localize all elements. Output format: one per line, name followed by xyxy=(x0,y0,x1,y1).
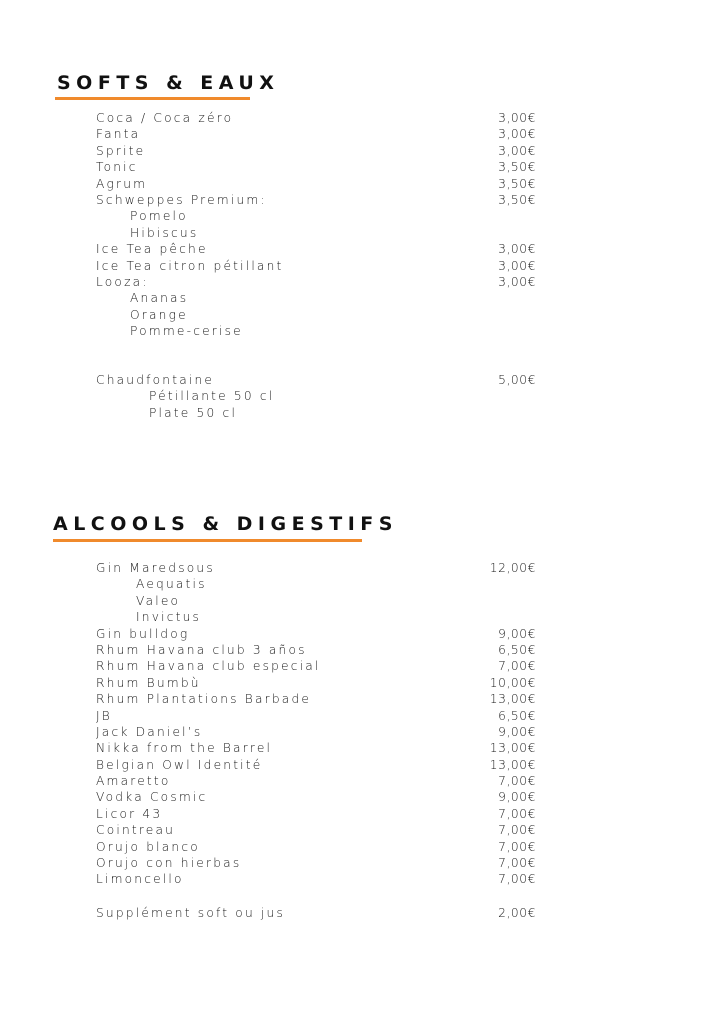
list-item: Rhum Havana club 3 años 6,50€ xyxy=(96,642,536,657)
list-subitem: Plate 50 cl xyxy=(149,405,238,420)
supplement-line xyxy=(96,905,536,921)
list-item: Rhum Havana club especial 7,00€ xyxy=(96,659,536,674)
list-item: Chaudfontaine 5,00€ xyxy=(96,373,536,387)
list-item: Rhum Bumbù 10,00€ xyxy=(96,675,536,690)
list-item: Jack Daniel’s 9,00€ xyxy=(96,724,536,739)
list-subitem: Aequatis xyxy=(136,577,207,592)
list-item: Fanta 3,00€ xyxy=(96,127,536,142)
list-subitem: Pomelo xyxy=(130,209,188,224)
list-subitem: Invictus xyxy=(136,610,202,625)
list-item: Gin bulldog 9,00€ xyxy=(96,626,536,641)
list-item: Gin Maredsous 12,00€ xyxy=(96,561,536,575)
softs-list xyxy=(96,110,536,339)
section-underline-softs xyxy=(55,97,250,100)
list-item: Schweppes Premium: 3,50€ xyxy=(96,192,536,207)
list-item: Ice Tea citron pétillant 3,00€ xyxy=(96,258,536,273)
list-item: Licor 43 7,00€ xyxy=(96,806,536,821)
list-item: Sprite 3,00€ xyxy=(96,143,536,158)
list-subitem: Orange xyxy=(130,307,188,322)
alcools-list xyxy=(96,560,536,888)
list-item: Looza: 3,00€ xyxy=(96,274,536,289)
list-item: Vodka Cosmic 9,00€ xyxy=(96,790,536,805)
list-item: Ice Tea pêche 3,00€ xyxy=(96,242,536,257)
list-item: Nikka from the Barrel 13,00€ xyxy=(96,741,536,756)
section-title-softs: SOFTS & EAUX xyxy=(57,72,280,94)
list-item: Coca / Coca zéro 3,00€ xyxy=(96,111,536,125)
list-subitem: Pétillante 50 cl xyxy=(149,389,275,404)
list-item: Orujo con hierbas 7,00€ xyxy=(96,856,536,871)
list-subitem: Pomme-cerise xyxy=(130,324,243,339)
list-item: Amaretto 7,00€ xyxy=(96,774,536,789)
list-item: Agrum 3,50€ xyxy=(96,176,536,191)
section-underline-alcools xyxy=(53,539,362,542)
water-list xyxy=(96,372,536,421)
list-subitem: Valeo xyxy=(136,593,181,608)
list-item: Tonic 3,50€ xyxy=(96,160,536,175)
list-item: Cointreau 7,00€ xyxy=(96,823,536,838)
list-item: Orujo blanco 7,00€ xyxy=(96,839,536,854)
list-item: Belgian Owl Identité 13,00€ xyxy=(96,757,536,772)
list-item: Supplément soft ou jus 2,00€ xyxy=(96,906,536,920)
list-item: Limoncello 7,00€ xyxy=(96,872,536,887)
list-subitem: Ananas xyxy=(130,291,189,306)
list-item: JB 6,50€ xyxy=(96,708,536,723)
section-title-alcools: ALCOOLS & DIGESTIFS xyxy=(53,513,398,535)
list-item: Rhum Plantations Barbade 13,00€ xyxy=(96,692,536,707)
list-subitem: Hibiscus xyxy=(130,225,199,240)
